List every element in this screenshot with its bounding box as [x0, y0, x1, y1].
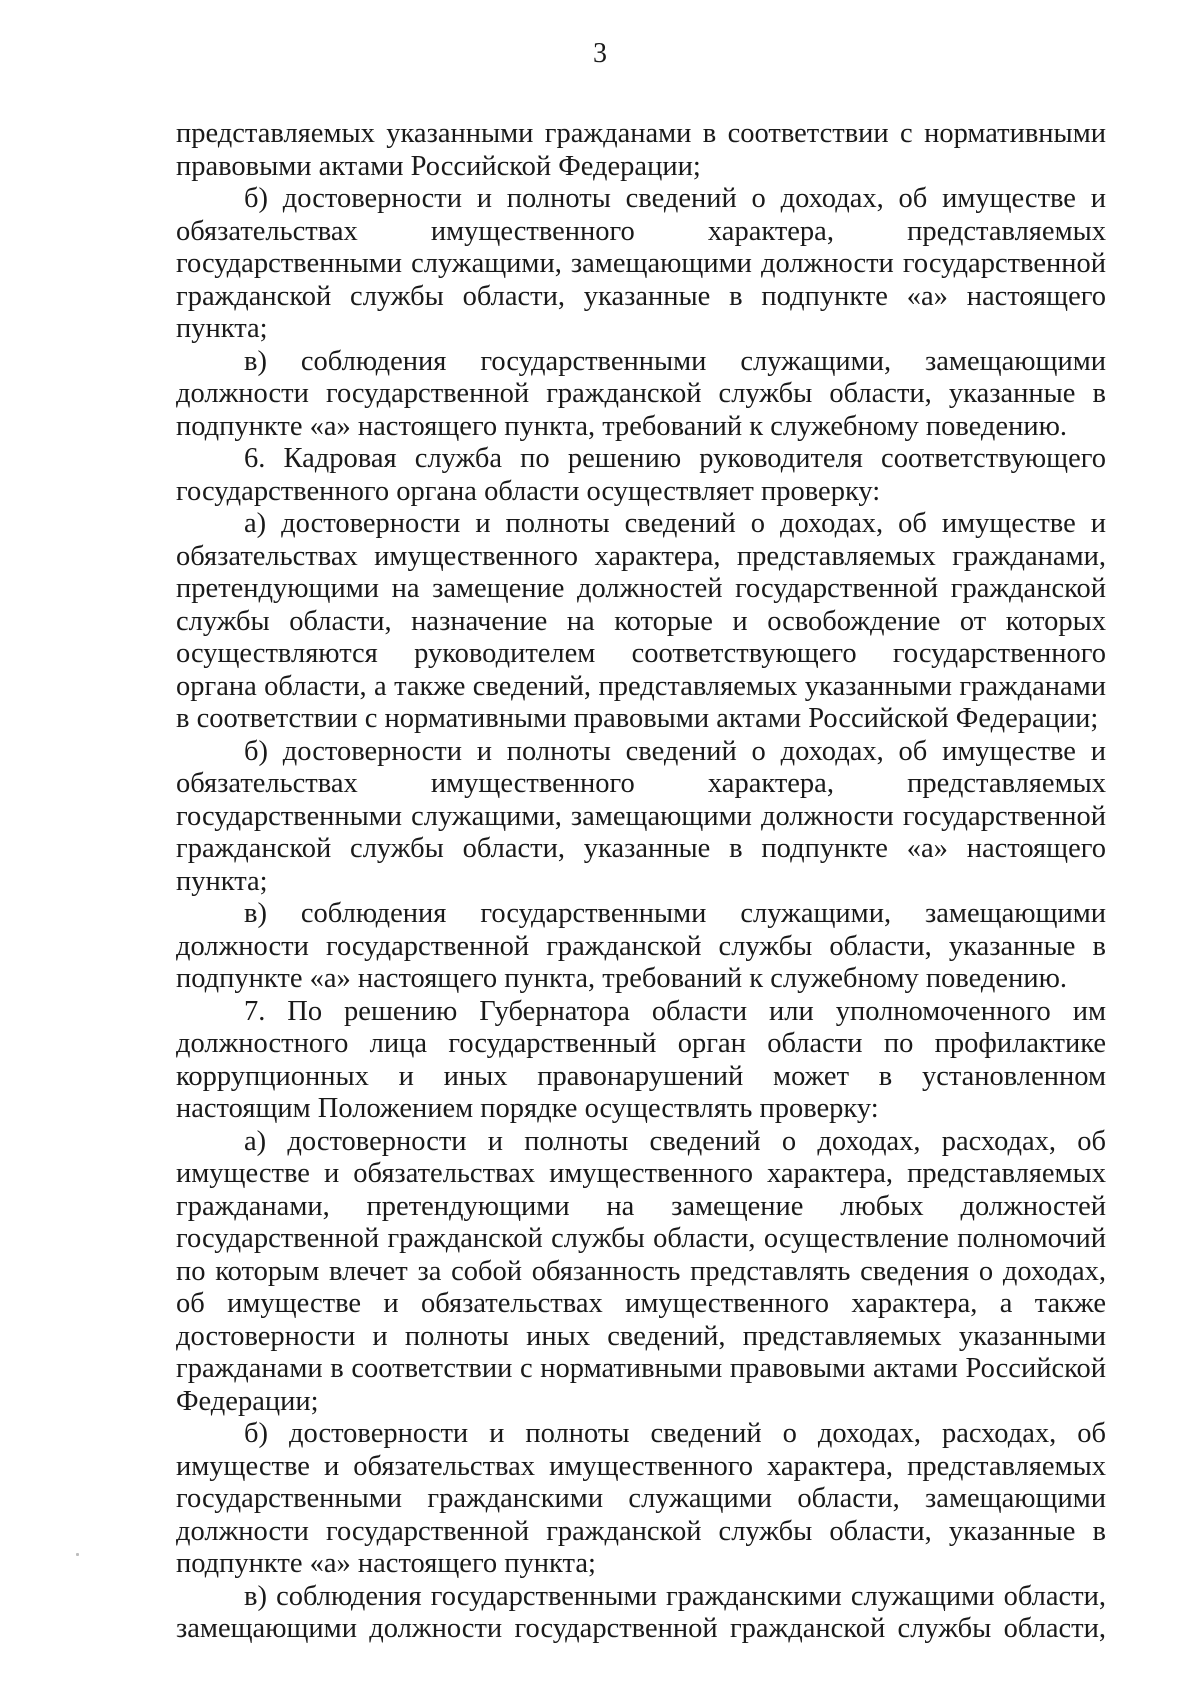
paragraph-5v: в) соблюдения государственными служащими, замещающими должности государственной гражданской службы области, указанные в подпункте «а» настоящего пункта, требований к служебному поведению.: [176, 345, 1106, 442]
page-number: 3: [593, 38, 607, 69]
paragraph-6: 6. Кадровая служба по решению руководителя соответствующего государственного органа области осуществляет проверку:: [176, 443, 1106, 507]
paragraph-6a: а) достоверности и полноты сведений о доходах, об имуществе и обязательствах имущественного характера, представляемых гражданами, претендующими на замещение должностей государственной гражданской службы области, назначение на которые и освобождение от которых осуществляются руководителем соответствующего государственного органа области, а также сведений, представляемых указанными гражданами в соответствии с нормативными правовыми актами Российской Федерации;: [176, 508, 1106, 734]
paragraph-5b: б) достоверности и полноты сведений о доходах, об имуществе и обязательствах имущественного характера, представляемых государственными служащими, замещающими должности государственной гражданской службы области, указанные в подпункте «а» настоящего пункта;: [176, 183, 1106, 344]
paragraph-7b: б) достоверности и полноты сведений о доходах, расходах, об имуществе и обязательствах имущественного характера, представляемых государственными гражданскими служащими области, замещающими должности государственной гражданской службы области, указанные в подпункте «а» настоящего пункта;: [176, 1418, 1106, 1579]
document-body: [176, 118, 1106, 1646]
paragraph-7: 7. По решению Губернатора области или уполномоченного им должностного лица государственный орган области по профилактике коррупционных и иных правонарушений может в установленном настоящим Положением порядке осуществлять проверку:: [176, 995, 1106, 1124]
paragraph-7v: в) соблюдения государственными гражданскими служащими области, замещающими должности государственной гражданской службы области,: [176, 1580, 1106, 1644]
scan-speck: [76, 1553, 79, 1556]
paragraph-7a: а) достоверности и полноты сведений о доходах, расходах, об имуществе и обязательствах имущественного характера, представляемых гражданами, претендующими на замещение любых должностей государственной гражданской службы области, осуществление полномочий по которым влечет за собой обязанность представлять сведения о доходах, об имуществе и обязательствах имущественного характера, а также достоверности и полноты иных сведений, представляемых указанными гражданами в соответствии с нормативными правовыми актами Российской Федерации;: [176, 1125, 1106, 1417]
paragraph-6v: в) соблюдения государственными служащими, замещающими должности государственной гражданской службы области, указанные в подпункте «а» настоящего пункта, требований к служебному поведению.: [176, 898, 1106, 994]
paragraph-continuation: представляемых указанными гражданами в соответствии с нормативными правовыми актами Российской Федерации;: [176, 118, 1106, 182]
paragraph-6b: б) достоверности и полноты сведений о доходах, об имуществе и обязательствах имущественного характера, представляемых государственными служащими, замещающими должности государственной гражданской службы области, указанные в подпункте «а» настоящего пункта;: [176, 735, 1106, 897]
